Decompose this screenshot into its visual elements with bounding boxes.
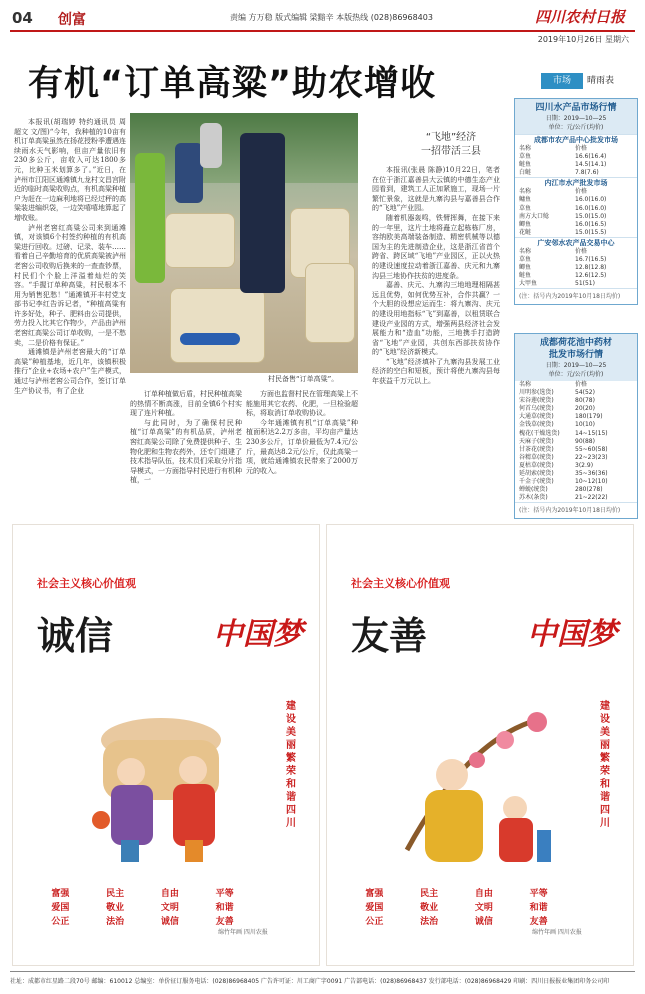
poster-heading: 社会主义核心价值观 [37,577,136,590]
table-row [515,446,637,454]
article-paragraph: 泸州老窖红高粱公司来到通滩镇，对该镇6个村签约种植的有机高粱进行回收。过磅、记录、装车……看着自己辛勤培育的优质高粱被泸州老窖公司收购后换来的一查查钞票，村民们个个脸上洋溢着灿烂的笑容。“手握订单种高粱，村民根本不用为销售犯愁！”通滩镇开丰村党支部书记李红告诉记者，“种植高粱有许多好处，种子、肥料由公司提供，劳力投入比其它作物少，产品由泸州老窖红高粱公司订单收购，一是不愁卖，二是价格有保证。” [14,223,126,347]
core-value: 和谐 [215,903,234,913]
poster-signature: 绵竹年画 四川农报 [532,929,582,936]
article-paragraph: 今年通滩镇有机“订单高粱”种植面积达2.2万多亩，平均亩产量达230多公斤，订单价最低为7.4元/公斤，最高达8.2元/公斤，仅此高粱一项，就给通滩镇农民带来了2000万元的收入。 [246,418,358,475]
herb-price: 3(2.9) [575,461,594,469]
market-tag-sublabel: 晴雨表 [587,76,615,86]
herb-price: 21~22(22) [575,494,608,502]
herb-name: 金钱草(统货) [519,421,554,429]
table-row [515,430,637,438]
core-value: 富强 [365,889,384,899]
article-photo [130,113,358,373]
poster-heading: 社会主义核心价值观 [351,577,450,590]
poster-signature: 绵竹年画 四川农报 [218,929,268,936]
core-value: 友善 [215,917,234,927]
table-header-row [515,381,637,389]
table-row [515,161,637,169]
herb-price: 55~60(58) [575,445,608,453]
herb-price: 35~36(36) [575,470,608,478]
column-header: 价格 [575,381,588,388]
core-value: 富强 [51,889,70,899]
table-row [515,421,637,429]
herb-price: 20(20) [575,405,595,413]
item-price: 15.0(15.0) [575,212,607,220]
herb-name: 谷精草(统货) [519,453,554,461]
item-name: 草鱼 [519,256,532,264]
new-year-painting-illustration [387,700,562,870]
poster-slogan: 建设美丽繁荣和谐四川 [600,701,610,829]
column-header: 价格 [575,247,588,255]
item-name: 鲢鱼 [519,272,532,280]
herb-price: 280(278) [575,486,603,494]
core-value: 自由 [474,889,493,899]
page-number: 04 [12,9,33,27]
core-values-grid [349,888,564,928]
newspaper-masthead: 四川农村日报 [534,8,625,26]
side-article-title: “飞地”经济 一招带活三县 [421,132,481,157]
item-name: 鲫鱼 [519,220,532,228]
article-headline: 有机“订单高粱”助农增收 [28,64,437,104]
china-dream-calligraphy: 中国梦 [213,617,303,652]
core-value: 文明 [160,903,179,913]
price-table [515,188,637,237]
table-row [515,256,637,264]
herb-name: 千金子(统货) [519,478,554,486]
herb-name: 蝉蜕(统货) [519,486,548,494]
column-header: 名称 [519,381,532,388]
table-row [515,221,637,229]
table-row [515,494,637,502]
item-price: 16.0(16.0) [575,204,607,212]
poster-slogan: 建设美丽繁荣和谐四川 [286,701,296,829]
market-box-date: 日期：2019—10—25 单位：元/公斤(均价) [515,361,637,381]
core-value: 敬业 [420,903,439,913]
article-paragraph: 嘉善、庆元、九寨沟三地地理相隔甚远且优势，如何优势互补，合作共赢？一个大胆的设想应运而生：将九寨沟、庆元的建设用地指标“飞”到嘉善，以租赁联合建设产业园的方式，增强两县经济社会发展能力和“造血”功能，三地携手打造跨省“飞地”产业园，共创东西部扶贫协作的“飞地”经济新模式。 [372,281,500,357]
issue-date: 2019年10月26日 星期六 [537,35,629,44]
china-dream-calligraphy: 中国梦 [527,617,617,652]
market-subtitle: 成都市农产品中心批发市场 [515,134,637,145]
table-row [515,389,637,397]
item-name: 鲢鱼 [519,161,532,169]
article-paragraph: 本报讯(张晨 陈静)10月22日，笔者在位于浙江嘉善县大云镇的中德生态产业园看到，建筑工人正加紧施工，现场一片繁忙景象，这就是九寨沟县与嘉善县合作的“飞地”产业园。 [372,166,500,213]
page-header [0,0,645,44]
core-value: 诚信 [474,917,493,927]
market-subtitle: 广安邻水农产品交易中心 [515,237,637,248]
article-paragraph: 方面也监督村民在管理高粱上不能施用其它农药、化肥，一旦检验超标，将取消订单收购协议。 [246,390,358,418]
herb-name: 大通草(统货) [519,413,554,421]
core-value: 诚信 [160,917,179,927]
market-tag-label: 市场 [541,73,583,89]
column-header: 价格 [575,188,588,196]
core-values-grid [35,888,250,928]
core-value: 文明 [474,903,493,913]
article-paragraph: 随着机器轰鸣，铁臂挥舞，在接下来的一年里，这片土地将矗立起栋栋厂房，容纳欧美高端装备制造、精密机械等以德国为主的先进制造企业，这是浙江省首个跨省、跨区域“飞地”产业园区，正以火热的建设速度拉动着浙江嘉善、庆元和九寨沟县三地协作扶贫的进度条。 [372,213,500,280]
value-poster-chengxin [12,524,320,966]
item-name: 南方大口鲶 [519,212,550,220]
market-box-title: 成都荷花池中药材 批发市场行情 [515,334,637,361]
table-row [515,438,637,446]
market-note: (注：括号内为2019年10月18日均价) [515,502,637,518]
core-value: 公正 [365,917,384,927]
table-row [515,213,637,221]
price-table [515,145,637,177]
herb-price: 80(78) [575,397,595,405]
article-paragraph: 本报讯(胡瑞婷 特约通讯员 周超文 文/图)“今年，我种植的10亩有机订单高粱虽然在扬花授粉季遭遇连续雨水天气影响，但亩产量依旧有230多公斤，亩收入可达1800多元，比种玉米划算多了。”近日，在泸州市江阳区通滩镇九龙村文昌宫附近的临时高粱收购点，有机高粱种植户为赶在一边麻利地将已经过秤的高粱装进编织袋，一边笑嘻嘻地算起了增收账。 [14,118,126,222]
core-value: 平等 [215,889,234,899]
item-name: 花鲢 [519,228,532,236]
herb-price: 10~12(10) [575,478,608,486]
article-column-2 [130,390,242,518]
herb-price: 10(10) [575,421,595,429]
herb-name: 何首乌(统货) [519,405,554,413]
core-value: 民主 [420,889,439,899]
page-footer: 社址：成都市红星路二段70号 邮编：610012 总编室：单价征订服务电话：(028)86968405 广告许可证：川工商广字0091 广告部电话：(028)86968437 发行部电话：(028)86968429 印刷：四川日报报业集团印务公司印 [10,978,610,985]
herb-name: 苏木(条货) [519,494,548,502]
column-header: 名称 [519,145,532,152]
market-sections [515,134,637,288]
core-value: 和谐 [529,903,548,913]
item-name: 草鱼 [519,153,532,161]
core-value: 民主 [106,889,125,899]
poster-word: 诚信 [37,614,114,658]
item-price: 12.6(12.5) [575,272,607,280]
item-price: 16.7(16.5) [575,256,607,264]
table-header-row [515,248,637,256]
herb-name: 天麻子(统货) [519,437,554,445]
item-price: 12.8(12.8) [575,264,607,272]
market-section-tag [541,73,641,89]
herb-name: 甘茶花(统货) [519,445,554,453]
table-row [515,169,637,177]
table-header-row [515,188,637,196]
core-value: 公正 [51,917,70,927]
herb-price: 180(179) [575,413,603,421]
table-row [515,153,637,161]
price-table [515,248,637,288]
item-name: 鲫鱼 [519,264,532,272]
herb-name: 宋谷莲(统货) [519,397,554,405]
market-subtitle: 内江市水产批发市场 [515,177,637,188]
item-price: 7.8(7.6) [575,169,599,177]
herb-market-box [514,333,638,519]
core-value: 平等 [529,889,548,899]
item-price: 16.0(16.0) [575,196,607,204]
herb-name: 槐花(干燥选货) [519,429,560,437]
herb-price: 14~15(15) [575,429,608,437]
footer-divider [10,971,635,972]
table-row [515,264,637,272]
new-year-painting-illustration [73,700,248,870]
herb-name: 夏枯草(统货) [519,461,554,469]
item-name: 草鱼 [519,204,532,212]
photo-caption: 村民备售“订单高粱”。 [268,375,339,383]
side-article-body [372,166,500,518]
table-row [515,454,637,462]
column-header: 名称 [519,247,532,255]
core-value: 爱国 [365,903,384,913]
core-value: 法治 [420,917,439,927]
column-header: 价格 [575,145,588,152]
table-row [515,280,637,288]
article-paragraph: 通滩镇是泸州老窖最大的“订单高粱”种植基地，近几年，该镇积极推行“企业+农场+农户”生产模式，通过与泸州老窖公司合作，签订订单生产协议书，有了企业 [14,348,126,395]
core-value: 敬业 [106,903,125,913]
market-box-date: 日期：2019—10—25 单位：元/公斤(均价) [515,114,637,134]
table-row [515,462,637,470]
core-value: 自由 [160,889,179,899]
table-row [515,196,637,204]
editor-credits: 责编 方万稳 版式编辑 梁黯辛 本版热线 (028)86968403 [230,13,433,22]
item-price: 15.0(15.5) [575,228,607,236]
herb-price: 90(88) [575,437,595,445]
item-price: 16.0(16.5) [575,220,607,228]
core-value: 爱国 [51,903,70,913]
article-column-3 [246,390,358,518]
market-box-title: 四川水产品市场行情 [515,99,637,114]
core-value: 友善 [529,917,548,927]
header-divider [10,30,635,32]
market-note: (注：括号内为2019年10月18日均价) [515,288,637,304]
item-name: 大甲鱼 [519,280,538,288]
herb-price: 22~23(23) [575,453,608,461]
table-row [515,470,637,478]
article-paragraph: 与此同时，为了确保村民种植“订单高粱”的有机品质，泸州老窖红高粱公司除了免费提供种子、生物化肥和生物农药外，还专门组建了技术指导队伍，技术员们采取分片指导模式，一方面指导村民进行有机种植，一 [130,418,242,485]
article-column-1 [14,118,126,518]
column-header: 名称 [519,188,532,196]
herb-price: 54(52) [575,389,595,397]
section-name: 创富 [58,12,86,28]
item-price: 16.6(16.4) [575,153,607,161]
article-paragraph: 订单种植做后盾，村民种植高粱的热情不断高涨，目前全镇6个村实现了连片种植。 [130,390,242,418]
table-header-row [515,145,637,153]
item-name: 鳙鱼 [519,196,532,204]
herb-name: 川明参(选货) [519,389,554,397]
item-price: 51(51) [575,280,595,288]
item-name: 白鲢 [519,169,532,177]
item-price: 14.5(14.1) [575,161,607,169]
table-row [515,478,637,486]
herb-price-table [515,381,637,502]
herb-name: 延胡索(统货) [519,470,554,478]
table-row [515,205,637,213]
table-row [515,229,637,237]
poster-word: 友善 [351,614,428,658]
value-poster-youshan [326,524,634,966]
core-value: 法治 [106,917,125,927]
aquatic-market-box [514,98,638,305]
article-paragraph: “飞地”经济填补了九寨沟县发展工业经济的空白和短板，预计将使九寨沟县每年获益千万元以上。 [372,357,500,386]
